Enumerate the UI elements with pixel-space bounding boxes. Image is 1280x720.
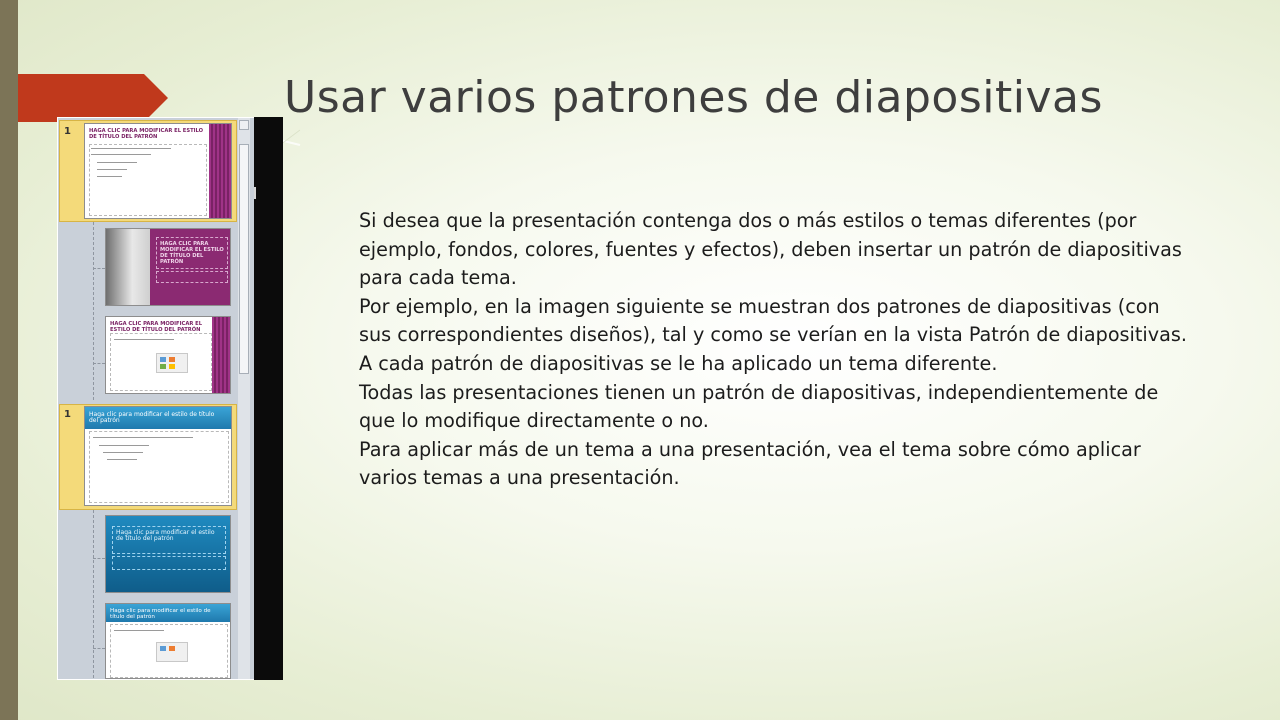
body-paragraph: Para aplicar más de un tema a una presentación, vea el tema sobre cómo aplicar varios temas a una presentación. xyxy=(359,437,1141,490)
title-pennant-shape xyxy=(18,74,168,122)
body-paragraph: Todas las presentaciones tienen un patrón de diapositivas, independientemente de que lo modifique directamente o no. xyxy=(359,380,1159,433)
thumbnail-pane xyxy=(58,118,282,679)
slide-thumbnail[interactable] xyxy=(84,406,232,506)
thumbnail-title: HAGA CLIC PARA MODIFICAR EL ESTILO DE TÍTULO DEL PATRÓN xyxy=(89,128,204,140)
slide-thumbnail[interactable] xyxy=(105,228,231,306)
scrollbar-thumb[interactable] xyxy=(239,144,249,374)
thumbnail-title: Haga clic para modificar el estilo de título del patrón xyxy=(89,411,215,424)
scroll-up-button[interactable] xyxy=(239,120,249,130)
slide-thumbnail[interactable] xyxy=(105,316,231,394)
slide-master-pane-image xyxy=(57,117,283,680)
thumbnail-title: HAGA CLIC PARA MODIFICAR EL ESTILO DE TÍTULO DEL PATRÓN xyxy=(110,321,202,333)
slide-title: Usar varios patrones de diapositivas xyxy=(284,72,1103,123)
slide-thumbnail[interactable] xyxy=(105,603,231,679)
slide-body xyxy=(359,207,1189,493)
body-paragraph: Si desea que la presentación contenga dos o más estilos o temas diferentes (por ejemplo, fondos, colores, fuentes y efectos), deben insertar un patrón de diapositivas para cada tema. xyxy=(359,209,1182,290)
layout-connector xyxy=(93,558,105,559)
layout-connector xyxy=(93,268,105,269)
layout-connector xyxy=(93,648,105,649)
master-number: 1 xyxy=(64,409,71,420)
master-number: 1 xyxy=(64,126,71,137)
thumbnail-title: Haga clic para modificar el estilo de título del patrón xyxy=(116,529,215,542)
slide-thumbnail[interactable] xyxy=(105,515,231,593)
layout-connector xyxy=(93,363,105,364)
layout-connector xyxy=(93,222,94,400)
thumbnail-title: HAGA CLIC PARA MODIFICAR EL ESTILO DE TÍTULO DEL PATRÓN xyxy=(160,241,224,265)
body-paragraph: Por ejemplo, en la imagen siguiente se muestran dos patrones de diapositivas (con sus correspondientes diseños), tal y como se verían en la vista Patrón de diapositivas. A cada patrón de diapositivas se le ha aplicado un tema diferente. xyxy=(359,294,1187,375)
screenshot-dark-edge xyxy=(254,117,283,680)
thumbnail-title: Haga clic para modificar el estilo de título del patrón xyxy=(110,608,211,620)
layout-connector xyxy=(93,510,94,678)
slide-thumbnail[interactable] xyxy=(84,123,232,219)
